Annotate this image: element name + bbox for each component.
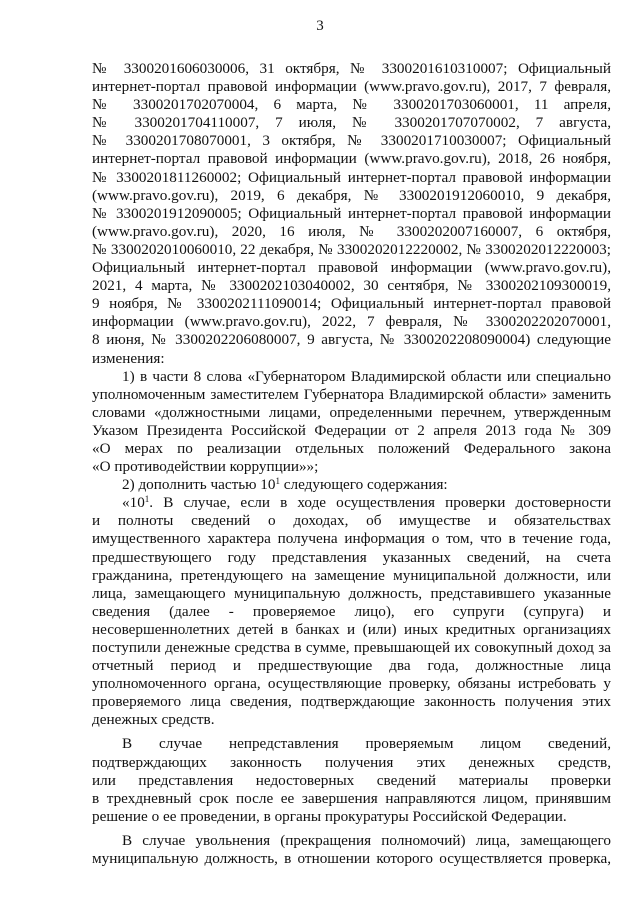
text-line: интернет-портал правовой информации (www.pravo.gov.ru), 2018, 26 ноября, [92,150,611,168]
text-line: лица, замещающего муниципальную должность, представившего указанные [92,584,611,602]
text-line: «О мерах по реализации отдельных положений Федерального закона [92,439,611,457]
text-line: подтверждающих законность получения этих денежных средств, [92,753,611,771]
text-line: несовершеннолетних детей в банках и (или) иных кредитных организациях [92,620,611,638]
page-number: 3 [316,18,324,34]
text-line: в трехдневный срок после ее завершения направляются лицом, принявшим [92,789,611,807]
text-line: № 3300201811260002; Официальный интернет-портал правовой информации [92,168,611,186]
text-line: предшествующего году представления указанных сведений, на счета [92,548,611,566]
text-line: гражданина, претендующего на замещение муниципальной должности, или [92,566,611,584]
paragraph-amendment-sources [92,60,611,368]
text-line: 2021, 4 марта, № 3300202103040002, 30 сентября, № 3300202109300019, [92,277,611,295]
text-line: уполномоченного органа, осуществляющие проверку, обязаны истребовать у [92,675,611,693]
text-line: муниципальную должность, в отношении которого осуществляется проверка, [92,850,611,868]
text-line: (www.pravo.gov.ru), 2019, 6 декабря, № 3300201912060010, 9 декабря, [92,186,611,204]
text-line: № 3300202010060010, 22 декабря, № 3300202012220002, № 3300202012220003; [92,240,611,258]
text-line: отчетный период и предшествующие два года, должностные лица [92,657,611,675]
superscript: 1 [144,494,150,505]
text-line: 9 ноября, № 3300202111090014; Официальный интернет-портал правовой [92,295,611,313]
paragraph-part-10-1 [92,494,611,729]
text-line: имущественного характера получена информация о том, что в течение года, [92,530,611,548]
text-line: и полноты сведений о доходах, об имуществе и обязательствах [92,512,611,530]
text-line: № 3300201704110007, 7 июля, № 3300201707070002, 7 августа, [92,114,611,132]
text-line: поступили денежные средства в сумме, превышающей их совокупный доход за [92,639,611,656]
text-line: 1) в части 8 слова «Губернатором Владимирской области или специально [122,367,611,385]
text-line [92,494,611,512]
text-line: 8 июня, № 3300202206080007, 9 августа, № 3300202208090004) следующие [92,331,611,349]
text-line: решение о ее проведении, в органы прокуратуры Российской Федерации. [92,807,567,825]
item-2-text: 2) дополнить частью 10 [122,476,276,494]
document-body [92,60,611,868]
text-line: словами «должностными лицами, определенными перечнем, утвержденным [92,403,611,421]
text-line: уполномоченным заместителем Губернатора Владимирской области» заменить [92,385,611,403]
text-line: Официальный интернет-портал правовой информации (www.pravo.gov.ru), [92,259,611,277]
text-line: № 3300201606030006, 31 октября, № 3300201610310007; Официальный [92,60,611,77]
text-line: денежных средств. [92,711,215,729]
text-line [92,476,611,494]
text-line: № 3300201708070001, 3 октября, № 3300201710030007; Официальный [92,132,611,150]
paragraph-item-1 [92,368,611,477]
text-line: или представления недостоверных сведений материалы проверки [92,771,611,789]
text-line: В случае непредставления проверяемым лицом сведений, [122,735,611,753]
text-line: (www.pravo.gov.ru), 2020, 16 июля, № 3300202007160007, 6 октября, [92,222,611,240]
text-line: проверяемого лица сведения, подтверждающие законность получения этих [92,693,611,711]
part-10-1-text: . В случае, если в ходе осуществления проверки достоверности [149,494,611,512]
paragraph-item-2 [92,476,611,494]
part-10-1-start: «10 [122,494,145,512]
text-line: Указом Президента Российской Федерации от 2 апреля 2013 года № 309 [92,421,611,439]
text-line: «О противодействии коррупции»»; [92,458,319,476]
paragraph-dismissal [92,832,611,868]
paragraph-non-submission [92,735,611,825]
text-line: В случае увольнения (прекращения полномочий) лица, замещающего [122,831,611,849]
text-line: сведения (далее - проверяемое лицо), его супруги (супруга) и [92,602,611,620]
text-line: № 3300201702070004, 6 марта, № 3300201703060001, 11 апреля, [92,96,611,114]
text-line: интернет-портал правовой информации (www.pravo.gov.ru), 2017, 7 февраля, [92,78,611,96]
text-line: информации (www.pravo.gov.ru), 2022, 7 февраля, № 3300202202070001, [92,313,611,331]
text-line: № 3300201912090005; Официальный интернет-портал правовой информации [92,204,611,222]
text-line: изменения: [92,349,165,367]
superscript: 1 [275,476,280,487]
item-2-text-tail: следующего содержания: [280,476,448,494]
